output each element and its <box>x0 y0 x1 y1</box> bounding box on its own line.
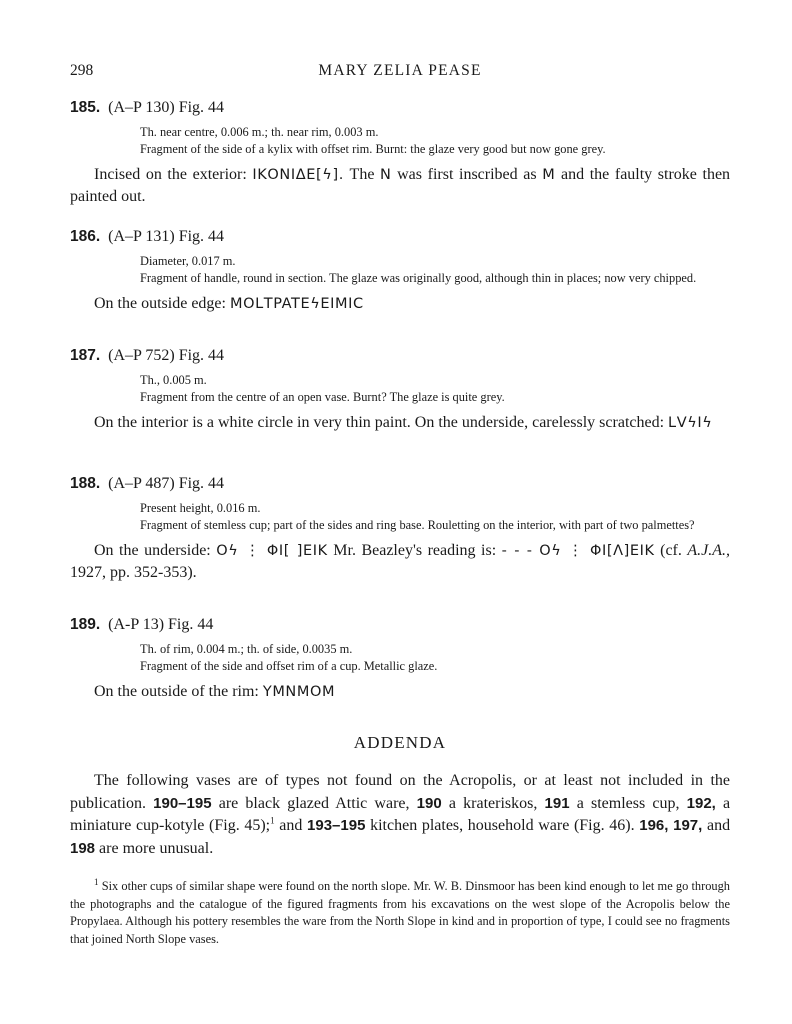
entry-heading <box>70 614 730 636</box>
catalogue-entry-189 <box>70 614 730 703</box>
entry-measurement: Diameter, 0.017 m. <box>140 254 236 268</box>
entry-commentary <box>70 681 730 703</box>
commentary-text: On the interior is a white circle in very thin paint. On the underside, carelessly scratched: <box>94 414 665 431</box>
entry-reference: (A-P 13) Fig. 44 <box>108 616 214 633</box>
entry-description: Fragment of handle, round in section. The glaze was originally good, although thin in places; now very chipped. <box>140 271 697 285</box>
entry-description: Fragment from the centre of an open vase. Burnt? The glaze is quite grey. <box>140 390 505 404</box>
page-number: 298 <box>70 62 94 79</box>
entry-description: Fragment of the side and offset rim of a cup. Metallic glaze. <box>140 659 438 673</box>
paragraph-text: a stemless cup, <box>576 794 680 812</box>
inscription-letter: M <box>542 167 556 183</box>
section-title-addenda: ADDENDA <box>353 733 447 752</box>
entry-description: Fragment of the side of a kylix with offset rim. Burnt: the glaze very good but now gone grey. <box>140 142 606 156</box>
commentary-text: On the underside: <box>94 542 211 559</box>
inscription-reading: - - - Oϟ ⋮ ΦΙ[Λ]ΕΙΚ <box>501 543 655 559</box>
paragraph-text: are more unusual. <box>99 839 214 857</box>
catalogue-entry-185 <box>70 97 730 208</box>
commentary-text: The <box>349 166 375 183</box>
catalogue-number-ref: 190–195 <box>153 794 212 812</box>
entry-heading <box>70 97 730 119</box>
commentary-text: was first inscribed as <box>397 166 537 183</box>
catalogue-number-ref: 193–195 <box>307 817 366 834</box>
inscription: MOᒪTPATEϟEIMIC <box>229 296 364 312</box>
paragraph-text: a krateriskos, <box>448 794 538 812</box>
footnote-marker: 1 <box>94 876 99 887</box>
catalogue-number-ref: 198 <box>70 839 96 857</box>
commentary-text: On the outside of the rim: <box>94 683 259 700</box>
entry-measurement: Th., 0.005 m. <box>140 373 207 387</box>
catalogue-entry-186 <box>70 226 730 315</box>
footnote <box>70 878 730 948</box>
inscription-letter: N <box>380 167 392 183</box>
journal-title: A.J.A., <box>687 542 731 559</box>
commentary-text: and the faulty stroke then painted out. <box>70 166 731 205</box>
paragraph-text: The following vases are of types not found on the Acropolis, or at least not included in the publication. <box>70 772 730 812</box>
entry-reference: (A–P 752) Fig. 44 <box>108 347 225 364</box>
entry-commentary <box>70 293 730 315</box>
inscription: ΥMNMOM <box>262 684 336 700</box>
entry-commentary <box>70 412 730 434</box>
entry-description: Fragment of stemless cup; part of the sides and ring base. Rouletting on the interior, with part of two palmettes? <box>140 518 695 532</box>
catalogue-entry-188 <box>70 473 730 584</box>
entry-reference: (A–P 487) Fig. 44 <box>108 475 225 492</box>
catalogue-entry-187 <box>70 345 730 434</box>
entry-number: 188. <box>70 475 101 492</box>
catalogue-number-ref: 192, <box>686 794 716 812</box>
entry-details <box>140 372 730 406</box>
paragraph-text: kitchen plates, household ware (Fig. 46). <box>370 817 635 834</box>
commentary-text: On the outside edge: <box>94 295 226 312</box>
footnote-reference[interactable]: 1 <box>270 815 275 826</box>
paragraph-text: a miniature cup-kotyle (Fig. 45); <box>70 794 731 834</box>
entry-heading <box>70 345 730 367</box>
entry-measurement: Th. of rim, 0.004 m.; th. of side, 0.0035 m. <box>140 642 353 656</box>
entry-number: 187. <box>70 347 101 364</box>
catalogue-number-ref: 191 <box>544 794 570 812</box>
entry-reference: (A–P 130) Fig. 44 <box>108 99 225 116</box>
catalogue-number-ref: 197, <box>673 817 703 834</box>
entry-details <box>140 641 730 675</box>
running-title: MARY ZELIA PEASE <box>318 62 482 79</box>
commentary-text: Mr. Beazley's reading is: <box>333 542 497 559</box>
entry-number: 186. <box>70 228 101 245</box>
entry-details <box>140 253 730 287</box>
catalogue-number-ref: 196, <box>639 817 669 834</box>
entry-number: 189. <box>70 616 101 633</box>
commentary-text: (cf. <box>660 542 682 559</box>
entry-details <box>140 124 730 158</box>
paragraph-text: are black glazed Attic ware, <box>218 794 410 812</box>
entry-heading <box>70 226 730 248</box>
entry-reference: (A–P 131) Fig. 44 <box>108 228 225 245</box>
inscription: ΙΚΟΝΙΔΕ[ϟ]. <box>252 167 344 183</box>
inscription: Oϟ ⋮ ΦΙ[ ]ΕΙΚ <box>216 543 328 559</box>
commentary-text: 1927, pp. 352-353). <box>70 564 197 581</box>
inscription: ᒪVϟIϟ <box>668 415 713 431</box>
commentary-text: Incised on the exterior: <box>94 166 247 183</box>
entry-heading <box>70 473 730 495</box>
addenda-paragraph <box>70 770 730 860</box>
footnote-text: Six other cups of similar shape were found on the north slope. Mr. W. B. Dinsmoor has been kind enough to let me go through the photographs and the catalogue of the figured fragments from his excavations on the west slope of the Acropolis below the Propylaea. Although his pottery resembles the ware from the North Slope in kind and in proportion of type, I could see no fragments that joined North Slope vases. <box>70 879 730 946</box>
entry-commentary <box>70 164 730 208</box>
catalogue-number-ref: 190 <box>416 794 442 812</box>
entry-number: 185. <box>70 99 101 116</box>
entry-measurement: Present height, 0.016 m. <box>140 501 261 515</box>
paragraph-text: and <box>706 817 731 834</box>
entry-details <box>140 500 730 534</box>
entry-measurement: Th. near centre, 0.006 m.; th. near rim, 0.003 m. <box>140 125 379 139</box>
entry-commentary <box>70 540 730 584</box>
paragraph-text: and <box>279 817 303 834</box>
running-header <box>70 62 730 84</box>
